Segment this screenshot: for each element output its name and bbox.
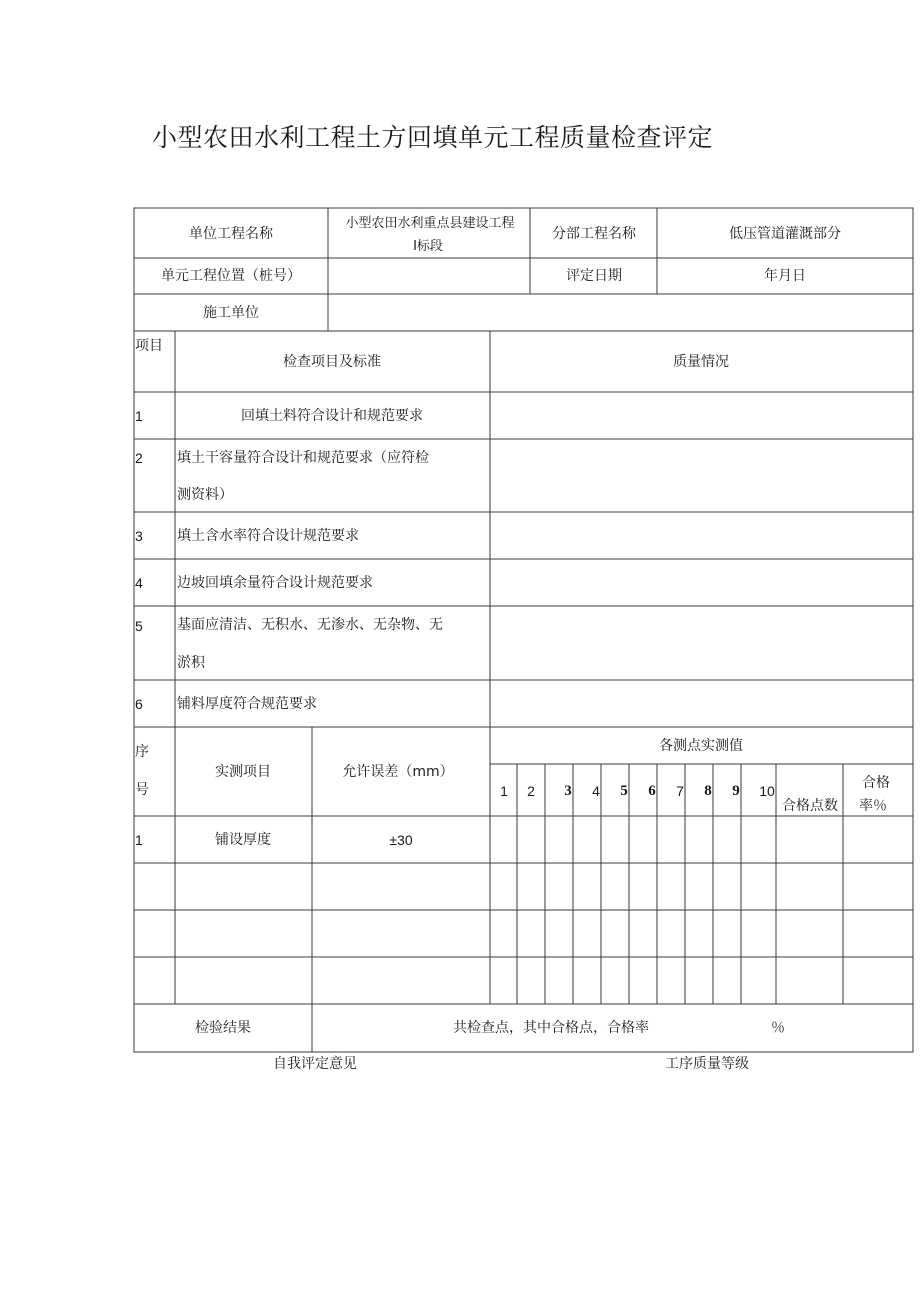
col-seq-line1: 序 [135,744,149,760]
point-header: 5 [620,783,628,799]
col-quality: 质量情况 [673,354,729,370]
measure-row-no: 1 [135,832,143,848]
col-pass-count: 合格点数 [782,798,838,814]
point-header: 6 [648,783,656,799]
col-standard: 检查项目及标准 [283,354,381,370]
point-header: 7 [676,783,684,799]
unit-project-label: 单位工程名称 [189,226,273,242]
inspection-row-text: 填土干容量符合设计和规范要求（应符检 [177,450,429,466]
col-pass-rate-line2: 率％ [859,798,887,814]
inspection-row-text: 基面应清洁、无积水、无渗水、无杂物、无 [177,617,443,633]
grade-label: 工序质量等级 [665,1056,749,1072]
point-header: 8 [704,783,712,799]
col-seq-line2: 号 [135,782,149,798]
inspection-row-text: 填土含水率符合设计规范要求 [177,528,359,544]
point-header: 2 [527,783,535,799]
col-tolerance: 允许误差（mm） [342,764,454,780]
page-title: 小型农田水利工程土方回填单元工程质量检查评定 [152,123,714,152]
eval-date-label: 评定日期 [566,268,622,284]
point-header: 9 [732,783,740,799]
inspection-row-no: 3 [135,528,143,544]
inspection-row-no: 4 [135,575,143,591]
inspection-row-text: 边坡回填余量符合设计规范要求 [177,575,373,591]
result-percent: ％ [771,1020,785,1036]
inspection-row-no: 2 [135,450,143,466]
col-measure-item: 实测项目 [215,764,271,780]
point-header: 4 [592,783,600,799]
inspection-row-text-cont: 测资料） [177,487,233,503]
col-item: 项目 [135,338,163,354]
point-header: 1 [500,783,508,799]
inspection-row-no: 5 [135,618,143,634]
measure-row-tolerance: ±30 [389,832,413,848]
inspection-row-text: 铺料厚度符合规范要求 [177,696,317,712]
result-label: 检验结果 [195,1020,251,1036]
point-header: 3 [564,783,572,799]
inspection-row-text-cont: 淤积 [177,655,205,671]
sub-project-value: 低压管道灌溉部分 [729,226,841,242]
inspection-row-no: 6 [135,696,143,712]
element-position-label: 单元工程位置（桩号） [161,268,301,284]
unit-project-value-line2: Ⅰ标段 [413,239,443,254]
self-eval-label: 自我评定意见 [273,1056,357,1072]
contractor-label: 施工单位 [203,305,259,321]
eval-date-value: 年月日 [764,268,806,284]
sub-project-label: 分部工程名称 [552,226,636,242]
point-header: 10 [759,783,775,799]
unit-project-value-line1: 小型农田水利重点县建设工程 [345,216,515,231]
result-text: 共检查点，其中合格点，合格率 [453,1020,649,1036]
inspection-row-text: 回填土料符合设计和规范要求 [241,408,423,424]
inspection-row-no: 1 [135,408,143,424]
col-measured-values: 各测点实测值 [659,738,743,754]
measure-row-item: 铺设厚度 [215,832,271,848]
col-pass-rate-line1: 合格 [862,775,890,791]
